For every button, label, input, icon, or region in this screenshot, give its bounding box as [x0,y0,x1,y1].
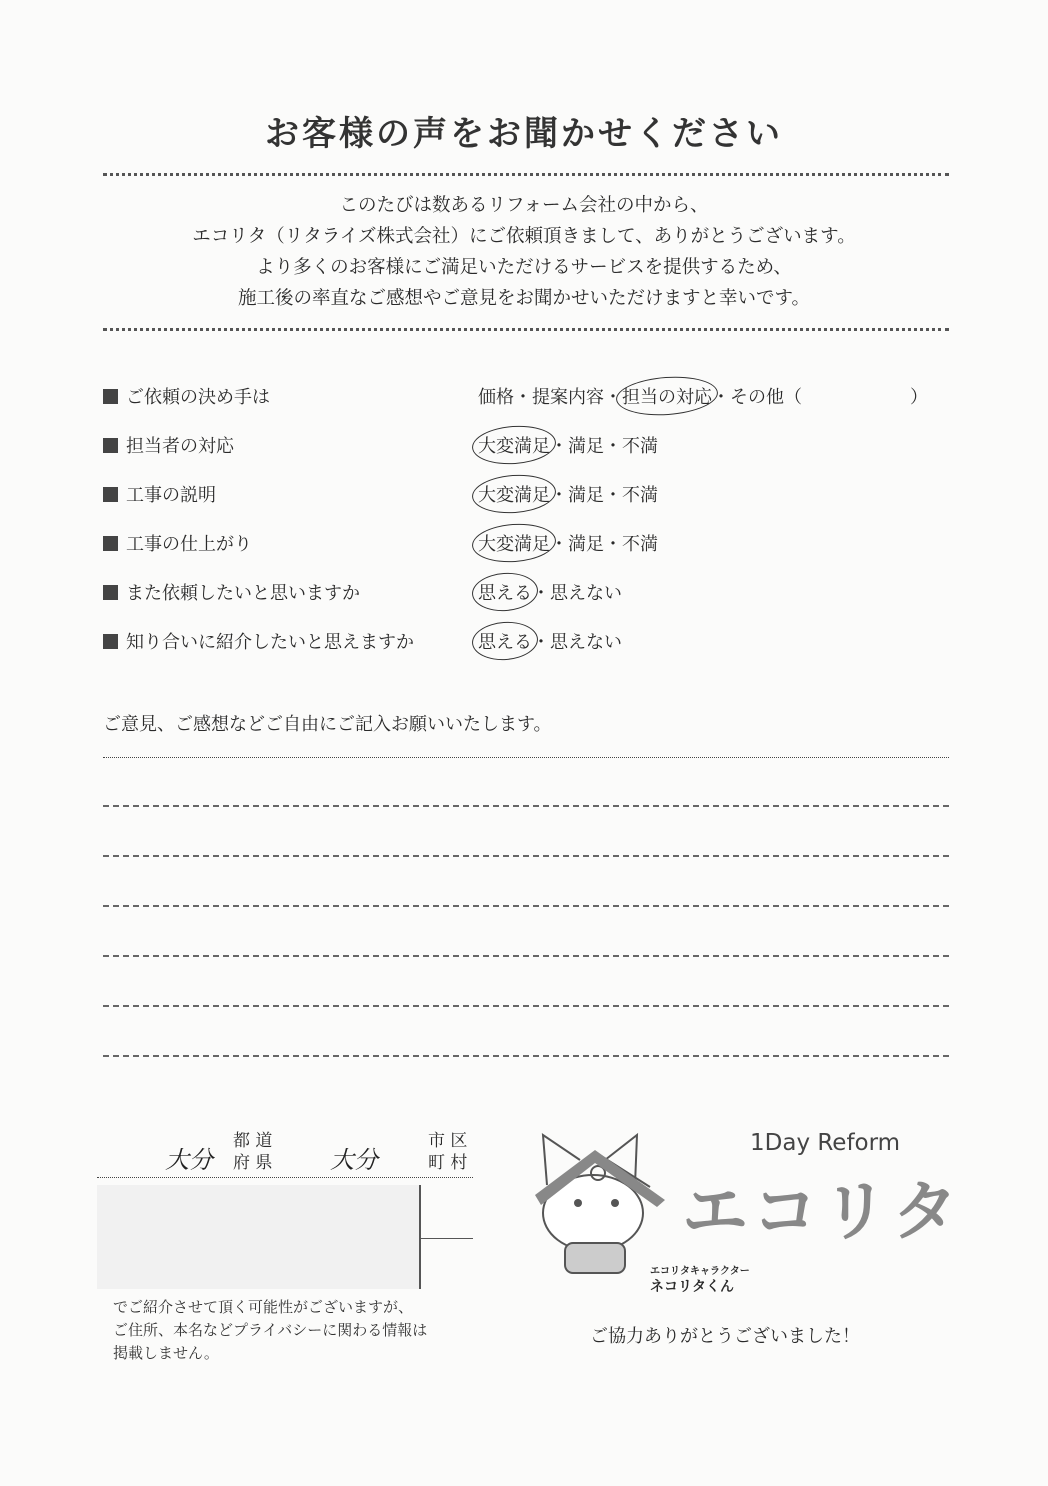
question-text: 担当者の対応 [126,436,234,457]
separator: ・ [604,534,622,555]
bullet-square-icon [103,634,118,649]
page-title: お客様の声をお聞かせください [265,114,783,154]
separator: ・ [712,387,730,408]
comment-line[interactable] [103,855,949,857]
question-options [478,432,658,458]
privacy-note [113,1296,427,1365]
bullet-square-icon [103,585,118,600]
bullet-square-icon [103,389,118,404]
divider [103,173,949,176]
question-options [478,481,658,507]
privacy-line: ご住所、本名などプライバシーに関わる情報は [113,1321,428,1339]
question-label [103,481,216,507]
intro-line: エコリタ（リタライズ株式会社）にご依頼頂きまして、ありがとうございます。 [192,226,856,247]
option-selected[interactable]: 思える [478,628,532,654]
option[interactable]: 満足 [568,534,604,555]
option-selected[interactable]: 思える [478,579,532,605]
logo-tagline: 1Day Reform [750,1130,901,1156]
separator: ・ [550,485,568,506]
comment-prompt: ご意見、ご感想などご自由にご記入お願いいたします。 [103,714,552,735]
city-handwritten: 大分 [330,1146,378,1174]
privacy-line: でご紹介させて頂く可能性がございますが、 [113,1298,414,1316]
separator: ・ [550,436,568,457]
prefecture-suffix [233,1130,272,1174]
option-selected[interactable]: 担当の対応 [622,383,712,409]
separator: ・ [604,485,622,506]
prefecture-handwritten: 大分 [165,1146,213,1174]
bullet-square-icon [103,487,118,502]
comment-line[interactable] [103,1055,949,1057]
option[interactable]: 不満 [622,485,658,506]
intro-text [0,190,1048,314]
question-label [103,530,252,556]
comment-line[interactable] [103,905,949,907]
character-name: ネコリタくん [650,1279,734,1295]
separator: ・ [550,534,568,555]
intro-line: このたびは数あるリフォーム会社の中から、 [339,195,709,216]
question-options [478,383,928,409]
prefecture-suffix-line: 府 県 [233,1153,273,1173]
separator: ・ [532,583,550,604]
intro-line: より多くのお客様にご満足いただけるサービスを提供するため、 [256,257,792,278]
comment-line[interactable] [103,805,949,807]
prefecture-suffix-line: 都 道 [233,1131,273,1151]
question-text: 工事の仕上がり [126,534,252,555]
redacted-area [97,1185,421,1289]
question-options [478,579,622,605]
option[interactable]: 思えない [550,583,622,604]
character-caption: エコリタキャラクター [650,1266,750,1277]
divider [103,328,949,331]
city-suffix-line: 町 村 [428,1153,468,1173]
separator: ・ [604,387,622,408]
logo-brand: エコリタ [682,1173,962,1250]
thanks-message: ご協力ありがとうございました！ [590,1326,860,1347]
question-text: また依頼したいと思いますか [126,583,360,604]
question-label [103,432,234,458]
comment-line[interactable] [103,1005,949,1007]
comment-line [103,757,949,758]
city-suffix [428,1130,467,1174]
form-line [421,1238,473,1239]
address-line [97,1177,473,1178]
option[interactable]: その他（ ） [730,387,928,408]
question-label [103,579,360,605]
city-suffix-line: 市 区 [428,1131,468,1151]
question-text: 工事の説明 [126,485,216,506]
separator: ・ [604,436,622,457]
intro-line: 施工後の率直なご感想やご意見をお聞かせいただけますと幸いです。 [237,288,811,309]
question-options [478,530,658,556]
question-label [103,628,414,654]
question-text: 知り合いに紹介したいと思えますか [126,632,414,653]
privacy-line: 掲載しません。 [113,1344,219,1362]
option-selected[interactable]: 大変満足 [478,432,550,458]
separator: ・ [532,632,550,653]
option[interactable]: 思えない [550,632,622,653]
bullet-square-icon [103,536,118,551]
option[interactable]: 価格 [478,387,514,408]
separator: ・ [514,387,532,408]
option[interactable]: 不満 [622,436,658,457]
question-options [478,628,622,654]
question-label [103,383,270,409]
option[interactable]: 満足 [568,485,604,506]
question-text: ご依頼の決め手は [126,387,270,408]
bullet-square-icon [103,438,118,453]
option[interactable]: 提案内容 [532,387,604,408]
comment-line[interactable] [103,955,949,957]
option[interactable]: 満足 [568,436,604,457]
option-selected[interactable]: 大変満足 [478,481,550,507]
option[interactable]: 不満 [622,534,658,555]
option-selected[interactable]: 大変満足 [478,530,550,556]
